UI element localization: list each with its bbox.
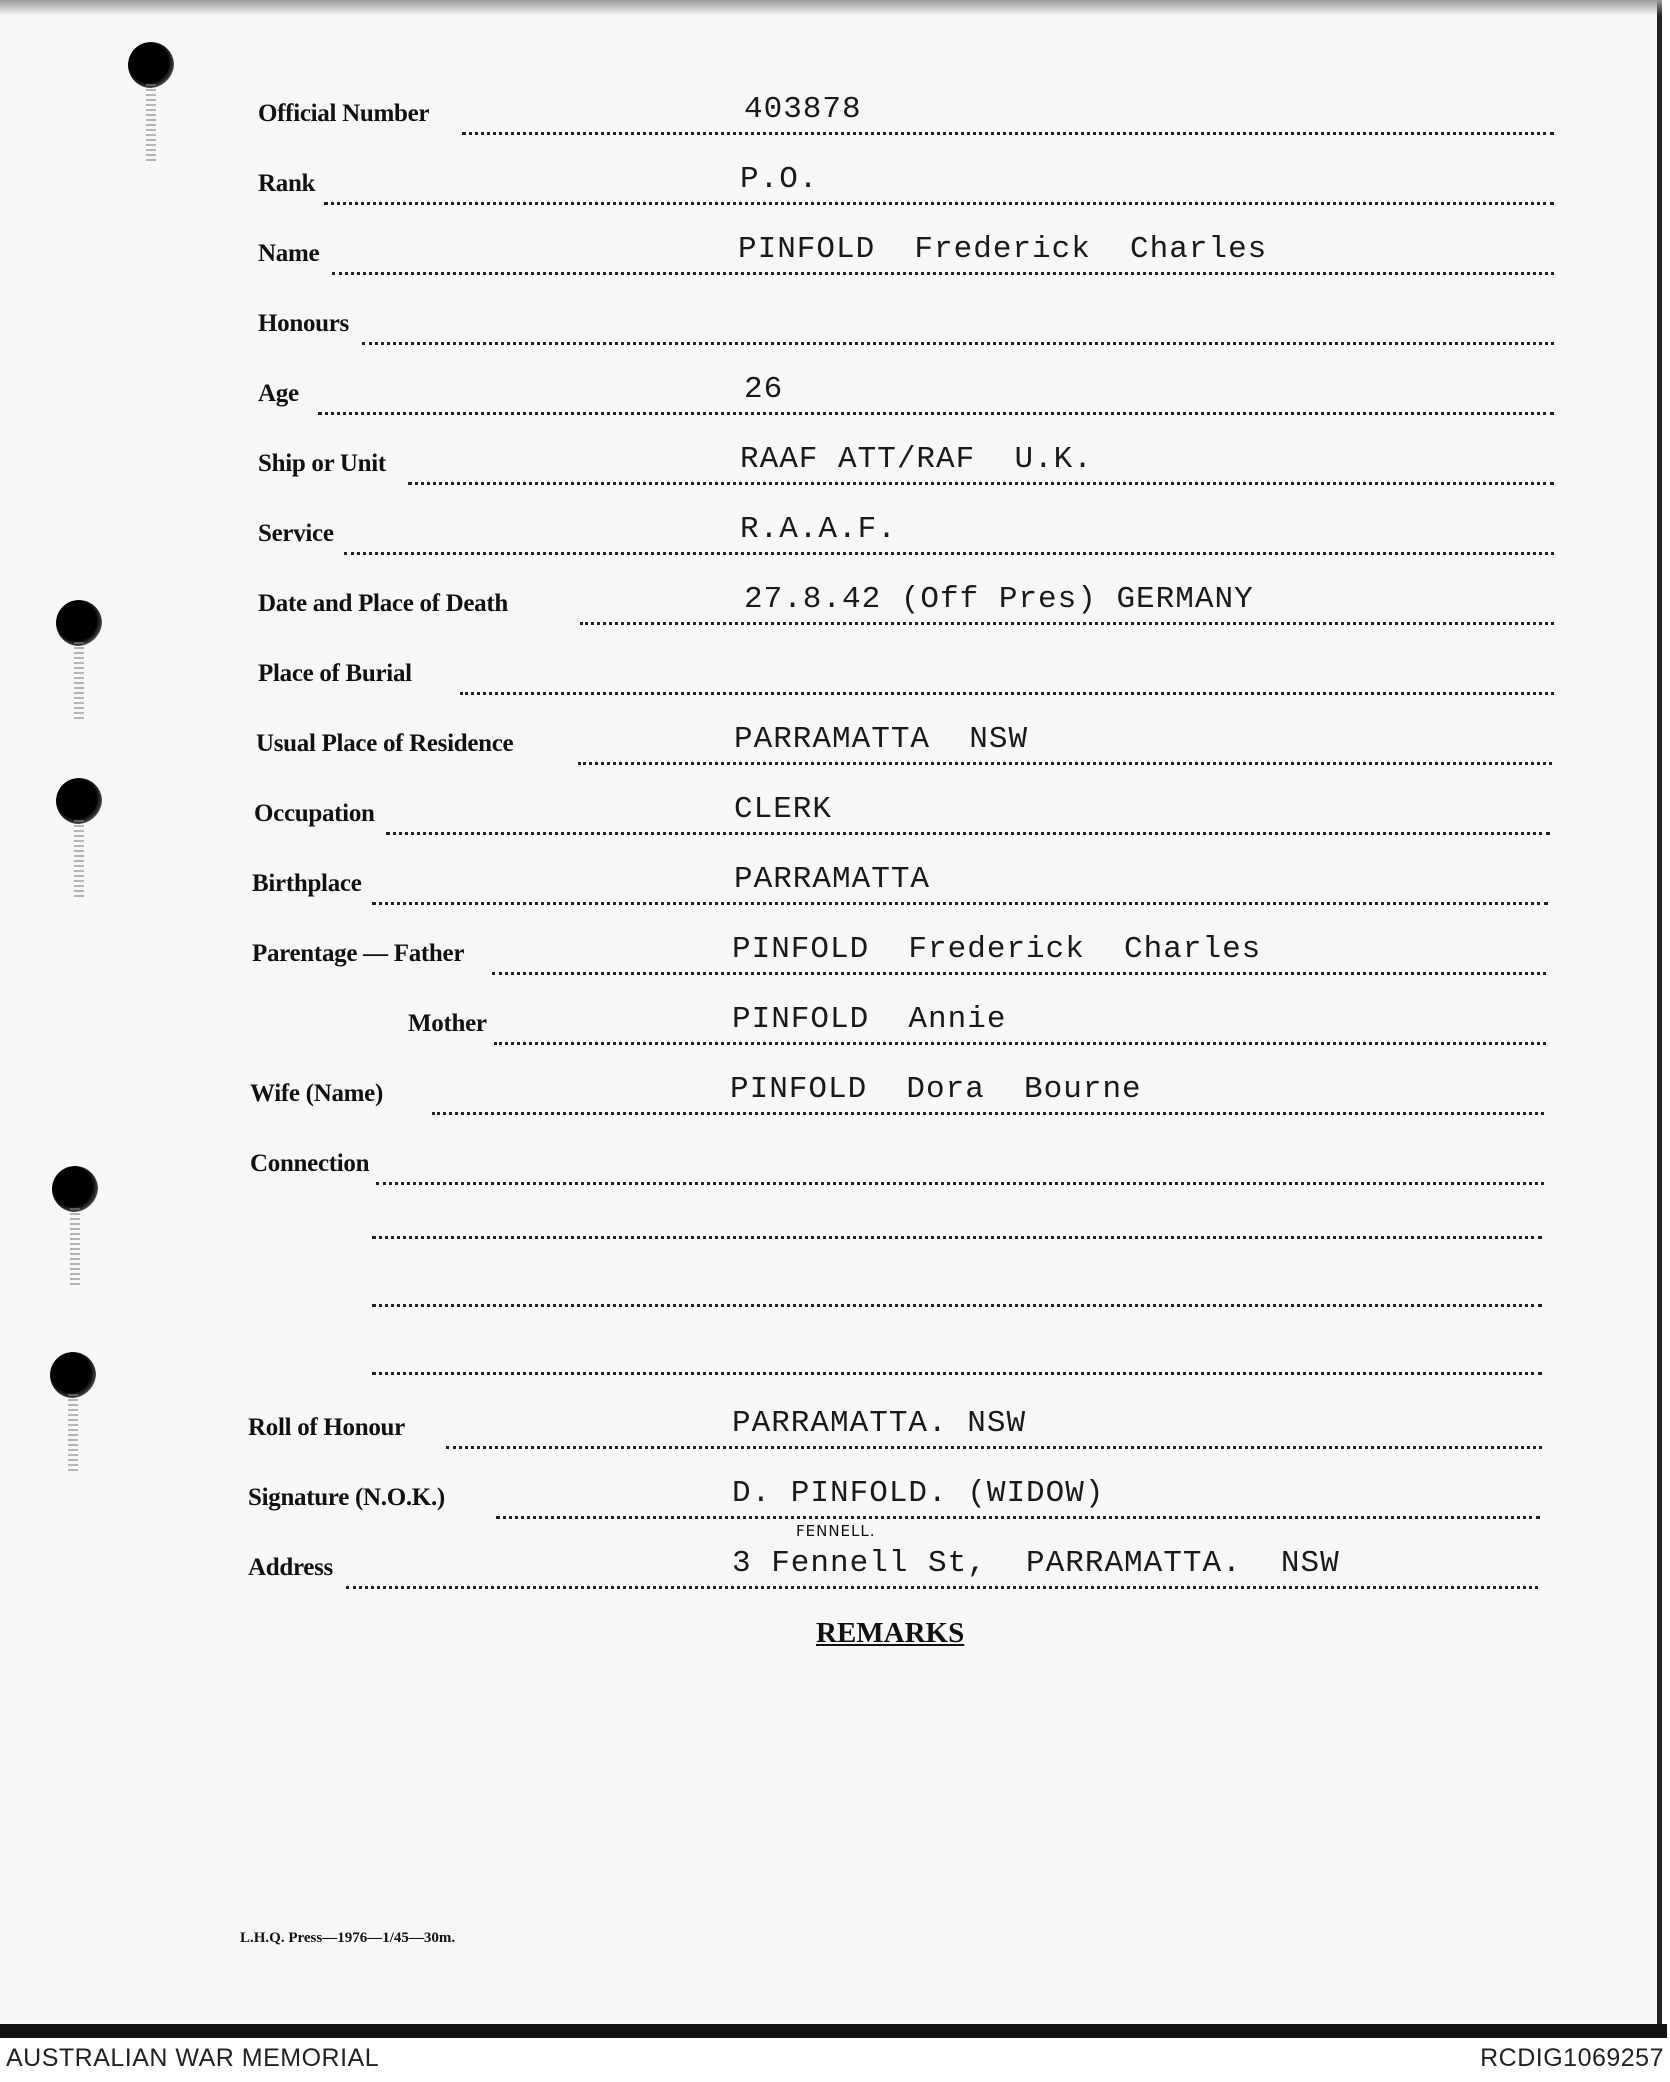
field-residence <box>0 722 1560 770</box>
field-birthplace <box>0 862 1560 910</box>
field-value: 3 Fennell St, PARRAMATTA. NSW <box>732 1546 1340 1581</box>
field-label: Parentage — Father <box>252 940 465 967</box>
field-value: D. PINFOLD. (WIDOW) <box>732 1476 1105 1511</box>
field-official-number <box>0 92 1560 140</box>
field-value: P.O. <box>740 162 819 197</box>
handwritten-correction: FENNELL. <box>796 1522 876 1540</box>
field-label: Official Number <box>258 100 430 127</box>
field-value: CLERK <box>734 792 833 827</box>
scan-edge <box>0 0 1662 16</box>
field-value: PARRAMATTA <box>734 862 931 897</box>
field-label: Place of Burial <box>258 660 412 687</box>
field-value: 26 <box>744 372 784 407</box>
punch-hole <box>50 1352 96 1398</box>
field-label: Ship or Unit <box>258 450 386 477</box>
field-value: PINFOLD Frederick Charles <box>732 932 1262 967</box>
field-signature <box>0 1476 1560 1524</box>
dotted-line <box>318 412 1554 415</box>
field-label: Date and Place of Death <box>258 590 508 617</box>
dotted-line <box>494 1042 1546 1045</box>
field-occupation <box>0 792 1560 840</box>
field-wife <box>0 1072 1560 1120</box>
field-father <box>0 932 1560 980</box>
dotted-line <box>372 902 1548 905</box>
dotted-line <box>376 1182 1544 1185</box>
dotted-line <box>344 552 1554 555</box>
field-value: PINFOLD Frederick Charles <box>738 232 1268 267</box>
dotted-line <box>362 342 1554 345</box>
field-label: Signature (N.O.K.) <box>248 1484 445 1511</box>
dotted-line <box>324 202 1554 205</box>
remarks-heading: REMARKS <box>816 1617 965 1649</box>
connection-line <box>372 1304 1542 1307</box>
field-connection <box>0 1150 1560 1190</box>
dotted-line <box>460 692 1554 695</box>
dotted-line <box>578 762 1552 765</box>
printer-imprint: L.H.Q. Press—1976—1/45—30m. <box>240 1930 456 1946</box>
field-death <box>0 582 1560 630</box>
dotted-line <box>492 972 1546 975</box>
punch-hole <box>128 42 174 88</box>
field-value: PARRAMATTA NSW <box>734 722 1029 757</box>
field-roll-of-honour <box>0 1406 1560 1454</box>
dotted-line <box>408 482 1554 485</box>
field-label: Connection <box>250 1150 370 1177</box>
field-label: Address <box>248 1554 333 1581</box>
dotted-line <box>346 1586 1538 1589</box>
dotted-line <box>496 1516 1540 1519</box>
field-label: Usual Place of Residence <box>256 730 514 757</box>
field-burial <box>0 660 1560 700</box>
field-label: Name <box>258 240 320 267</box>
dotted-line <box>332 272 1554 275</box>
footer-record-id: RCDIG1069257 <box>1480 2044 1664 2072</box>
dotted-line <box>446 1446 1542 1449</box>
field-address <box>0 1546 1560 1594</box>
field-label: Service <box>258 520 334 547</box>
field-label: Honours <box>258 310 349 337</box>
field-honours <box>0 310 1560 350</box>
field-label: Wife (Name) <box>250 1080 383 1107</box>
field-label: Rank <box>258 170 316 197</box>
field-age <box>0 372 1560 420</box>
connection-line <box>372 1236 1542 1239</box>
dotted-line <box>580 622 1554 625</box>
field-name <box>0 232 1560 280</box>
field-value: PINFOLD Annie <box>732 1002 1007 1037</box>
dotted-line <box>432 1112 1544 1115</box>
field-value: PINFOLD Dora Bourne <box>730 1072 1142 1107</box>
field-label: Roll of Honour <box>248 1414 405 1441</box>
field-value: R.A.A.F. <box>740 512 897 547</box>
scan-edge <box>0 2024 1667 2038</box>
field-label: Occupation <box>254 800 375 827</box>
dotted-line <box>462 132 1554 135</box>
field-rank <box>0 162 1560 210</box>
field-label: Age <box>258 380 299 407</box>
field-label: Mother <box>408 1010 487 1037</box>
field-value: RAAF ATT/RAF U.K. <box>740 442 1093 477</box>
field-mother <box>0 1002 1560 1050</box>
field-value: PARRAMATTA. NSW <box>732 1406 1027 1441</box>
field-value: 27.8.42 (Off Pres) GERMANY <box>744 582 1254 617</box>
dotted-line <box>386 832 1550 835</box>
field-label: Birthplace <box>252 870 362 897</box>
field-service <box>0 512 1560 560</box>
field-ship-or-unit <box>0 442 1560 490</box>
field-value: 403878 <box>744 92 862 127</box>
connection-line <box>372 1372 1542 1375</box>
footer-institution: AUSTRALIAN WAR MEMORIAL <box>6 2044 380 2072</box>
